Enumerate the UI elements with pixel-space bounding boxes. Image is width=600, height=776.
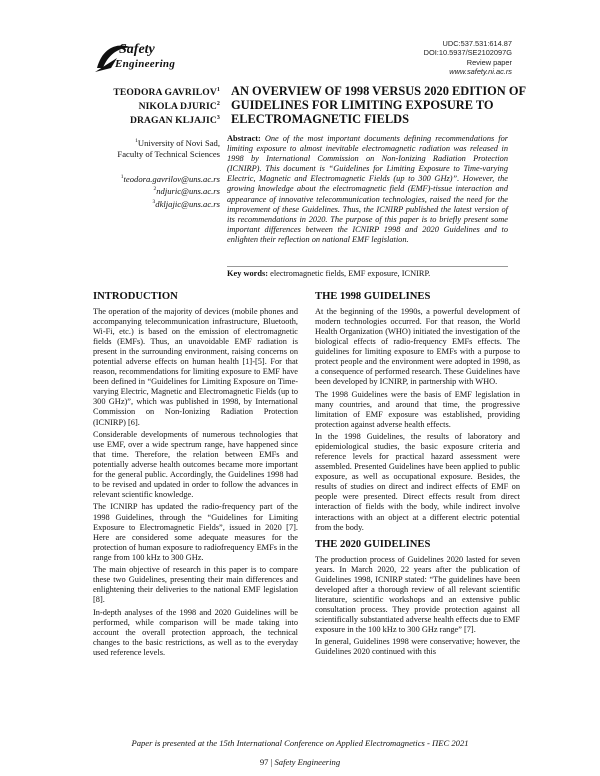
author-email[interactable]: $^1$teodora.gavrilov@uns.ac.rs [120,173,220,184]
affiliation: $^1$University of Novi Sad, Faculty of Technical Sciences [117,138,220,159]
author-email[interactable]: $^3$dkljajic@uns.ac.rs [152,198,220,209]
page-footer: 97 | Safety Engineering [259,757,341,767]
page-number: 97 [259,757,269,767]
left-column [93,291,298,660]
section-heading-1998-guidelines: THE 1998 GUIDELINES [315,291,431,302]
paragraph: The ICNIRP has updated the radio-frequency part of the 1998 Guidelines, through the “Guidelines for Limiting Exposure to Electromagnetic Fields”, issued in 2020 [7]. Here are considered some adequate measures for the protection of human exposure to radiofrequency EMFs in the range from 100 kHz to 300 GHz. [93,502,298,562]
paragraph: At the beginning of the 1990s, a powerful development of modern technologies occurred. For that reason, the World Health Organization (WHO) initiated the investigation of the biological effects of radio-frequency EMFs effects. The guidelines for limiting exposure to EMFs with a purpose to protect people and the environment were adopted in 1998, as a consequence of performed research. These Guidelines have been developed by ICNIRP, in partnership with WHO. [315,307,520,387]
keywords-text: electromagnetic fields, EMF exposure, ICNIRP. [270,269,431,278]
journal-logo [93,38,198,78]
paragraph: The 1998 Guidelines were the basis of EMF legislation in many countries, and around that time, the progressive limitation of EMF exposure was established, providing protection against adverse health effects. [315,389,520,429]
abstract-text: One of the most important documents defining recommendations for limiting exposure to almost inevitable electromagnetic radiation was released in 1998 by International Commission on Non-Ionizing Radiation Protection (ICNIRP). This document is “Guidelines for Limiting Exposure to Time-varying Electric, Magnetic and Electromagnetic Fields (up to 300 GHz)”. However, the growing knowledge about the electromagnetic field (EMF)-tissue interaction and appearance of innovative telecommunication technologies, raised the need for the improvement of these Guidelines. Thus, the ICNIRP published the latest version of its recommendations in 2020. The purpose of this paper is to briefly present some important differences between the ICNIRP 1998 and 2020 Guidelines and to enlighten their reflection on national EMF legislation. [227,134,508,244]
paragraph: The main objective of research in this paper is to compare these two Guidelines, presenting their main differences and enlightening their deliveries to the national EMF legislation [8]. [93,565,298,605]
abstract [227,134,508,245]
authors-block [93,85,220,209]
right-column [315,291,520,660]
paragraph: In the 1998 Guidelines, the results of laboratory and epidemiological studies, the basic exposure criteria and reference levels for practical hazard assessment were assembled. Presented Guidelines have been applied to public exposure, as well as occupational exposure. Besides, the results of studies on direct and indirect effects of EMF on people were presented. Direct effects result from direct interaction of fields with the body, while indirect involve interactions with an object at a different electric potential from the body. [315,432,520,532]
author-emails [93,172,220,209]
abstract-label: Abstract: [227,134,261,143]
journal-url[interactable]: www.safety.ni.ac.rs [449,66,512,76]
paragraph: In general, Guidelines 1998 were conservative; however, the Guidelines 2020 continued with this [315,637,520,657]
section-heading-2020-guidelines: THE 2020 GUIDELINES [315,538,431,550]
section-heading-introduction: INTRODUCTION [93,291,178,302]
article-metadata [424,39,512,76]
author-name: TEODORA GAVRILOV$^1$ [113,87,220,99]
footer-journal-name: Safety Engineering [274,757,341,767]
paragraph: The production process of Guidelines 2020 lasted for seven years. In March 2020, 22 years after the publication of Guidelines 1998, ICNIRP stated: “The guidelines have been developed after a thorough review of all relevant scientific literature, scientific workshops and an extensive public consultation process. They provide protection against all scientifically substantiated adverse health effects due to EMF exposure in the 100 kHz to 300 GHz range” [7]. [315,554,520,634]
paper-title: AN OVERVIEW OF 1998 VERSUS 2020 EDITION OF GUIDELINES FOR LIMITING EXPOSURE TO ELECTROMAGNETIC FIELDS [231,84,526,126]
paragraph: The operation of the majority of devices (mobile phones and accompanying telecommunication infrastructure, Bluetooth, Wi-Fi, etc.) is based on the emission of electromagnetic fields (EMFs). Thus, an unavoidable EMF radiation is present in the surrounding environment, raising concerns on potential adverse effects on human health [1]-[5]. For that reason, recommendations for limiting exposure to EMF have been defined in “Guidelines for Limiting Exposure on Time-varying Electric, Magnetic and Electromagnetic Fields (up to 300 GHz)”, which was published in 1998, by International Commission on Non-Ionizing Radiation Protection (ICNIRP) [6]. [93,307,298,427]
conference-note: Paper is presented at the 15th International Conference on Applied Electromagnetics - ПЕС 2021 [131,738,469,748]
author-name: NIKOLA DJURIC$^2$ [138,100,220,112]
paper-type: Review paper [466,57,512,67]
logo-word-safety: Safety [119,42,155,57]
paragraph: In-depth analyses of the 1998 and 2020 Guidelines will be performed, while comparison will be made taking into account the overall protection approach, the technical changes to the basic restrictions, as well as to the everyday used reference levels. [93,607,298,657]
author-name: DRAGAN KLJAJIC$^3$ [129,114,220,126]
keywords [227,269,508,279]
udc-code: UDC:537.531:614.87 [442,39,512,48]
paragraph: Considerable developments of numerous technologies that use EMF, over a wide spectrum range, have happened since that time. Therefore, the relation between EMFs and potentially adverse health outcomes became more important for the general public. Accordingly, the Guidelines 1998 had to be revised and updated in order to follow the advances in relevant scientific knowledge. [93,429,298,500]
logo-word-engineering: Engineering [115,58,176,70]
author-email[interactable]: $^2$ndjuric@uns.ac.rs [153,186,220,197]
doi: DOI:10.5937/SE2102097G [423,48,512,58]
keywords-label: Key words: [227,269,269,278]
divider [227,266,508,267]
